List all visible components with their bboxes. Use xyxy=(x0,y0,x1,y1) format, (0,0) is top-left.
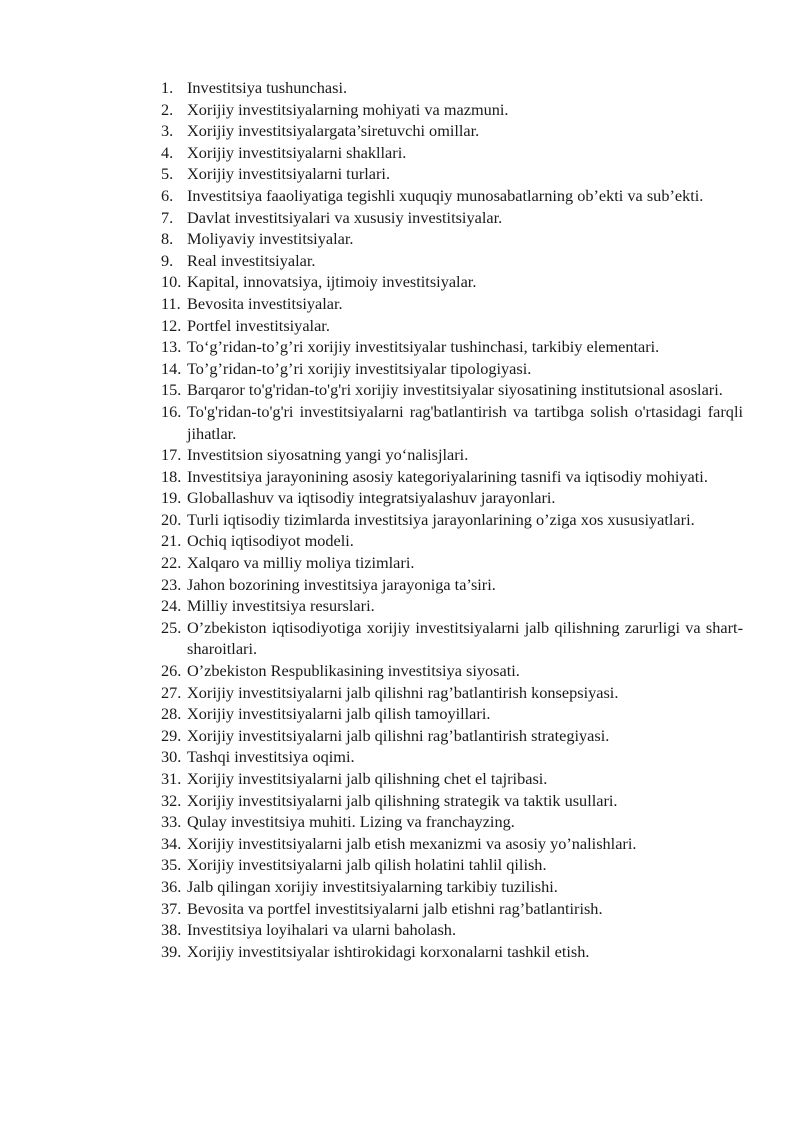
item-text: Real investitsiyalar. xyxy=(187,250,316,270)
item-text: Tashqi investitsiya oqimi. xyxy=(187,747,355,767)
list-item xyxy=(161,466,743,488)
list-item xyxy=(161,682,743,704)
item-text: Xorijiy investitsiyalarni jalb qilishni rag’batlantirish strategiyasi. xyxy=(187,725,610,745)
item-number: 28. xyxy=(161,704,182,724)
list-item xyxy=(161,77,743,99)
item-text: Ochiq iqtisodiyot modeli. xyxy=(187,531,354,551)
list-item xyxy=(161,315,743,337)
item-number: 11. xyxy=(161,293,181,313)
list-item xyxy=(161,876,743,898)
item-text: Turli iqtisodiy tizimlarda investitsiya jarayonlarining o’ziga xos xususiyatlari. xyxy=(187,509,695,529)
question-list xyxy=(161,77,743,962)
list-item xyxy=(161,703,743,725)
item-number: 26. xyxy=(161,661,182,681)
list-item xyxy=(161,725,743,747)
list-item xyxy=(161,595,743,617)
list-item xyxy=(161,142,743,164)
item-number: 29. xyxy=(161,725,182,745)
item-number: 18. xyxy=(161,466,182,486)
item-number: 20. xyxy=(161,509,182,529)
list-item xyxy=(161,444,743,466)
item-text: Barqaror to'g'ridan-to'g'ri xorijiy investitsiyalar siyosatining institutsional asoslari. xyxy=(187,380,723,400)
item-number: 15. xyxy=(161,380,182,400)
list-item xyxy=(161,574,743,596)
list-item xyxy=(161,746,743,768)
item-text: Xorijiy investitsiyalarni turlari. xyxy=(187,164,391,184)
list-item xyxy=(161,919,743,941)
item-number: 27. xyxy=(161,682,182,702)
list-item xyxy=(161,487,743,509)
list-item xyxy=(161,530,743,552)
item-text: Xorijiy investitsiyalarni jalb qilish tamoyillari. xyxy=(187,704,491,724)
list-item xyxy=(161,790,743,812)
item-text: Xorijiy investitsiyalarni jalb etish mexanizmi va asosiy yo’nalishlari. xyxy=(187,833,637,853)
item-text: Xorijiy investitsiyalargata’siretuvchi omillar. xyxy=(187,121,480,141)
item-number: 35. xyxy=(161,855,182,875)
list-item xyxy=(161,336,743,358)
item-number: 12. xyxy=(161,315,182,335)
item-text: Investitsiya faaoliyatiga tegishli xuquqiy munosabatlarning ob’ekti va sub’ekti. xyxy=(187,185,704,205)
item-number: 16. xyxy=(161,401,182,421)
list-item xyxy=(161,401,743,444)
item-number: 10. xyxy=(161,272,182,292)
item-number: 39. xyxy=(161,941,182,961)
list-item xyxy=(161,99,743,121)
item-number: 34. xyxy=(161,833,182,853)
item-number: 22. xyxy=(161,553,182,573)
item-text: Kapital, innovatsiya, ijtimoiy investitsiyalar. xyxy=(187,272,477,292)
item-number: 24. xyxy=(161,596,182,616)
item-number: 37. xyxy=(161,898,182,918)
item-text: Xorijiy investitsiyalar ishtirokidagi korxonalarni tashkil etish. xyxy=(187,941,590,961)
list-item xyxy=(161,228,743,250)
list-item xyxy=(161,358,743,380)
item-text: Jahon bozorining investitsiya jarayoniga ta’siri. xyxy=(187,574,496,594)
list-item xyxy=(161,271,743,293)
item-text: Investitsiya jarayonining asosiy kategoriyalarining tasnifi va iqtisodiy mohiyati. xyxy=(187,466,708,486)
item-number: 6. xyxy=(161,185,174,205)
item-number: 21. xyxy=(161,531,182,551)
list-item xyxy=(161,250,743,272)
item-number: 8. xyxy=(161,229,174,249)
item-number: 31. xyxy=(161,769,182,788)
list-item xyxy=(161,941,743,963)
item-text: Xorijiy investitsiyalarni shakllari. xyxy=(187,142,407,162)
item-text: Milliy investitsiya resurslari. xyxy=(187,596,375,616)
item-number: 17. xyxy=(161,445,182,465)
item-text: To‘g’ridan-to’g’ri xorijiy investitsiyalar tushinchasi, tarkibiy elementari. xyxy=(187,337,660,357)
item-text: Globallashuv va iqtisodiy integratsiyalashuv jarayonlari. xyxy=(187,488,556,508)
list-item xyxy=(161,509,743,531)
item-text: Portfel investitsiyalar. xyxy=(187,315,330,335)
list-item xyxy=(161,120,743,142)
item-number: 38. xyxy=(161,920,182,940)
list-item xyxy=(161,660,743,682)
item-number: 13. xyxy=(161,337,182,357)
item-number: 14. xyxy=(161,358,182,378)
item-number: 23. xyxy=(161,574,182,594)
list-item xyxy=(161,293,743,315)
list-item xyxy=(161,811,743,833)
item-number: 3. xyxy=(161,121,174,141)
list-item xyxy=(161,833,743,855)
list-item xyxy=(161,768,743,790)
item-text: Xorijiy investitsiyalarning mohiyati va mazmuni. xyxy=(187,99,509,119)
list-item xyxy=(161,617,743,660)
item-text: O’zbekiston Respublikasining investitsiya siyosati. xyxy=(187,661,520,681)
item-number: 9. xyxy=(161,250,174,270)
item-number: 30. xyxy=(161,747,182,767)
item-text: Moliyaviy investitsiyalar. xyxy=(187,229,354,249)
item-text: Xorijiy investitsiyalarni jalb qilishning chet el tajribasi. xyxy=(187,769,548,788)
item-number: 5. xyxy=(161,164,174,184)
item-text: Xorijiy investitsiyalarni jalb qilishni rag’batlantirish konsepsiyasi. xyxy=(187,682,619,702)
item-text: Jalb qilingan xorijiy investitsiyalarning tarkibiy tuzilishi. xyxy=(187,876,558,896)
item-text: Xalqaro va milliy moliya tizimlari. xyxy=(187,553,415,573)
item-text: To’g’ridan-to’g’ri xorijiy investitsiyalar tipologiyasi. xyxy=(187,358,532,378)
item-text: Investitsiya loyihalari va ularni baholash. xyxy=(187,920,457,940)
item-number: 33. xyxy=(161,812,182,832)
list-item xyxy=(161,185,743,207)
item-number: 2. xyxy=(161,99,174,119)
item-text: Bevosita va portfel investitsiyalarni jalb etishni rag’batlantirish. xyxy=(187,898,603,918)
item-number: 32. xyxy=(161,790,182,810)
list-item xyxy=(161,163,743,185)
item-text: Bevosita investitsiyalar. xyxy=(187,293,343,313)
item-number: 7. xyxy=(161,207,174,227)
item-text: Davlat investitsiyalari va xususiy investitsiyalar. xyxy=(187,207,503,227)
item-text: Investitsion siyosatning yangi yo‘nalisjlari. xyxy=(187,445,469,465)
item-text: Xorijiy investitsiyalarni jalb qilish holatini tahlil qilish. xyxy=(187,855,547,875)
list-item xyxy=(161,207,743,229)
item-number: 36. xyxy=(161,876,182,896)
item-number: 4. xyxy=(161,142,174,162)
list-item xyxy=(161,379,743,401)
list-item xyxy=(161,898,743,920)
item-text: Xorijiy investitsiyalarni jalb qilishning strategik va taktik usullari. xyxy=(187,790,618,810)
item-number: 1. xyxy=(161,78,174,97)
list-item xyxy=(161,552,743,574)
item-number: 19. xyxy=(161,488,182,508)
item-text: Investitsiya tushunchasi. xyxy=(187,78,348,97)
item-text: To'g'ridan-to'g'ri investitsiyalarni rag'batlantirish va tartibga solish o'rtasidagi farqli jihatlar. xyxy=(187,401,743,443)
list-item xyxy=(161,854,743,876)
item-number: 25. xyxy=(161,617,182,637)
item-text: O’zbekiston iqtisodiyotiga xorijiy investitsiyalarni jalb qilishning zarurligi va shart-sharoitlari. xyxy=(187,617,743,659)
item-text: Qulay investitsiya muhiti. Lizing va franchayzing. xyxy=(187,812,515,832)
